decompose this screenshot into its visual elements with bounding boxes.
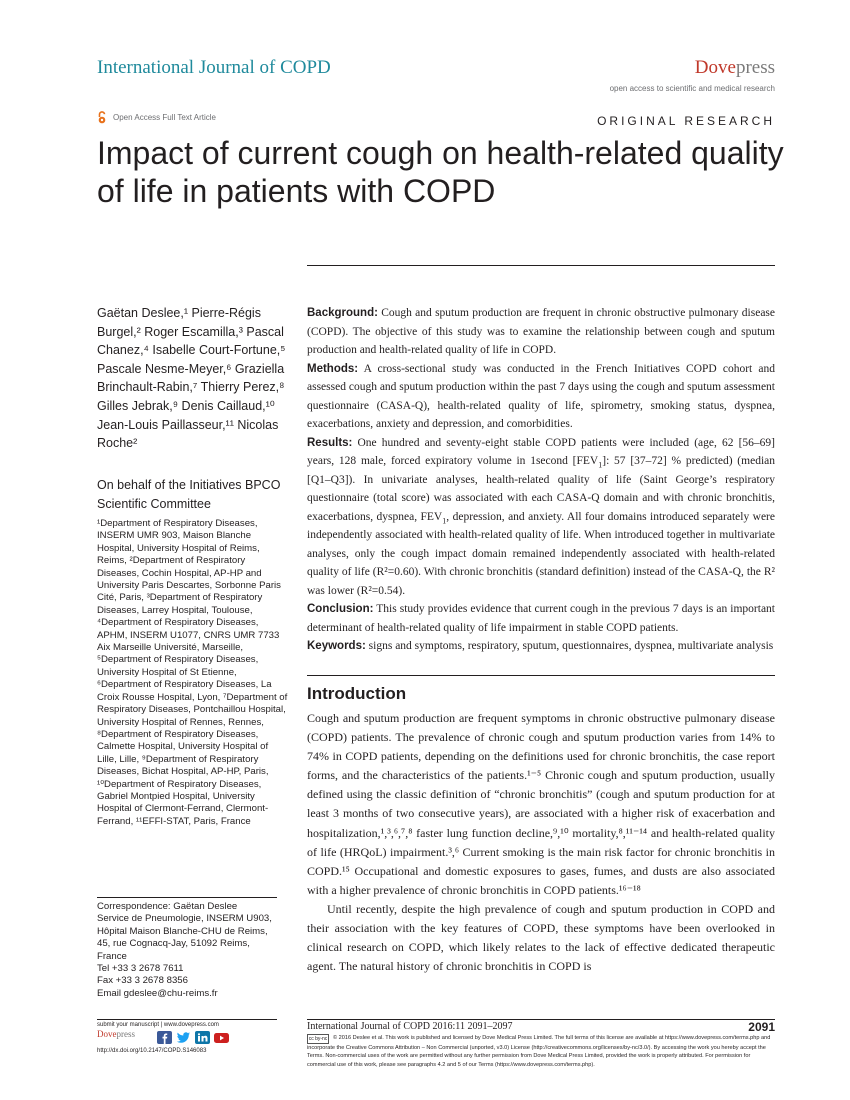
abstract-keywords xyxy=(307,637,775,656)
abstract-results xyxy=(307,434,775,601)
correspondence-email[interactable]: Email gdeslee@chu-reims.fr xyxy=(97,987,218,999)
title-divider xyxy=(307,265,775,266)
open-access-text: Open Access Full Text Article xyxy=(113,113,217,122)
correspondence xyxy=(97,901,289,1000)
footer-divider-right xyxy=(307,1019,775,1020)
doi-link[interactable]: http://dx.doi.org/10.2147/COPD.S146083 xyxy=(97,1048,207,1054)
journal-name: International Journal of COPD xyxy=(97,57,331,78)
facebook-icon[interactable] xyxy=(157,1031,172,1044)
abstract-label: Background: xyxy=(307,307,378,319)
correspondence-line: France xyxy=(97,950,127,962)
citation: International Journal of COPD 2016:11 2091–2097 xyxy=(307,1021,513,1032)
author-list: Gaëtan Deslee,¹ Pierre-Régis Burgel,² Roger Escamilla,³ Pascal Chanez,⁴ Isabelle Court-Fortune,⁵ Pascale Nesme-Meyer,⁶ Graziella Brinchault-Rabin,⁷ Thierry Perez,⁸ Gilles Jebrak,⁹ Denis Caillaud,¹⁰ Jean-Louis Paillasseur,¹¹ Nicolas Roche² xyxy=(97,306,286,451)
correspondence-line: Fax +33 3 2678 8356 xyxy=(97,975,188,987)
affiliations: ¹Department of Respiratory Diseases, INSERM UMR 903, Maison Blanche Hospital, University Hospital of Reims, Reims, ²Department of Respiratory Diseases, Cochin Hospital, AP-HP and University Paris Descartes, Sorbonne Paris Cité, Paris, ³Department of Respiratory Diseases, Larrey Hospital, Toulouse, ⁴Department of Respiratory Diseases, APHM, INSERM U1077, CNRS UMR 7733 Aix Marseille Université, Marseille, ⁵Department of Respiratory Diseases, University Hospital of St Etienne, ⁶Department of Respiratory Diseases, La Croix Rousse Hospital, Lyon, ⁷Department of Respiratory Diseases, Pontchaillou Hospital, University Hospital of Rennes, Rennes, ⁸Department of Respiratory Diseases, Calmette Hospital, University Hospital of Lille, Lille, ⁹Department of Respiratory Diseases, Bichat Hospital, AP-HP, Paris, ¹⁰Department of Respiratory Diseases, Gabriel Montpied Hospital, University Hospital of Clermont-Ferrand, Clermont-Ferrand, ¹¹EFFI-STAT, Paris, France xyxy=(97,518,288,827)
paragraph: Until recently, despite the high prevalence of cough and sputum production in COPD and their association with the key features of COPD, these symptoms have been overlooked in clinical research on COPD, which likely relates to the lack of effective dedicated therapeutic agent. The natural history of chronic bronchitis in COPD is xyxy=(307,901,775,974)
subscript: 1 xyxy=(442,515,447,525)
publisher-logo xyxy=(695,57,775,79)
section-heading: Introduction xyxy=(307,684,407,703)
social-icons xyxy=(157,1031,229,1044)
abstract xyxy=(307,304,775,656)
introduction-body xyxy=(307,709,775,976)
open-access-label xyxy=(97,111,216,124)
abstract-text: This study provides evidence that current cough in the previous 7 days is an important determinant of health-related quality of life impairment in stable COPD patients. xyxy=(307,603,775,634)
abstract-label: Conclusion: xyxy=(307,603,374,615)
linkedin-icon[interactable] xyxy=(195,1031,210,1044)
publisher-tagline: open access to scientific and medical research xyxy=(609,84,775,93)
abstract-label: Results: xyxy=(307,436,353,449)
article-title: Impact of current cough on health-related quality of life in patients with COPD xyxy=(97,135,784,209)
license-block xyxy=(307,1034,775,1069)
correspondence-line: Service de Pneumologie, INSERM U903, xyxy=(97,913,272,925)
correspondence-line: 45, rue Cognacq-Jay, 51092 Reims, xyxy=(97,938,250,950)
abstract-label: Keywords: xyxy=(307,640,366,652)
creative-commons-icon: cc by-nc xyxy=(308,1036,328,1042)
license-text: © 2016 Deslee et al. This work is published and licensed by Dove Medical Press Limited. The full terms of this license are available at https://www.dovepress.com/terms.php and incorporate the Creative Commons Attribution – Non Commercial (unported, v3.0) License (http://creativecommons.org/licenses/by-nc/3.0/). By accessing the work you hereby accept the Terms. Non-commercial uses of the work are permitted without any further permission from Dove Medical Press Limited, provided the work is properly attributed. For permission for commercial use of this work, please see paragraphs 4.2 and 5 of our Terms (https://www.dovepress.com/terms.php). xyxy=(307,1035,771,1068)
article-type: ORIGINAL RESEARCH xyxy=(597,114,775,128)
footer-divider-left xyxy=(97,1019,277,1020)
page-number: 2091 xyxy=(748,1020,775,1034)
abstract-conclusion xyxy=(307,600,775,637)
correspondence-line: Hôpital Maison Blanche-CHU de Reims, xyxy=(97,925,268,937)
abstract-text: A cross-sectional study was conducted in the French Initiatives COPD cohort and assessed cough and sputum production within the past 7 days using the cough and sputum assessment questionnaire (CASA-Q), health-related quality of life, spirometry, smoking status, dyspnea, exacerbations, anxiety and depression, and comorbidities. xyxy=(307,362,775,430)
publisher-logo-press: press xyxy=(735,57,775,78)
footer-dove-logo-press: press xyxy=(116,1029,135,1039)
subscript: 1 xyxy=(598,460,603,470)
footer-dove-logo-dove: Dove xyxy=(97,1029,117,1039)
abstract-text: Cough and sputum production are frequent in chronic obstructive pulmonary disease (COPD). The objective of this study was to examine the relationship between cough and sputum production and health-related quality of life in COPD. xyxy=(307,307,776,356)
open-access-lock-icon xyxy=(97,111,107,124)
abstract-divider xyxy=(307,675,775,676)
correspondence-divider xyxy=(97,897,277,898)
correspondence-line: Correspondence: Gaëtan Deslee xyxy=(97,901,238,912)
abstract-background xyxy=(307,304,775,360)
abstract-methods xyxy=(307,360,775,434)
on-behalf-of: On behalf of the Initiatives BPCO Scientific Committee xyxy=(97,478,281,511)
abstract-text: ]: 57 [37–72] % predicted) (median [Q1–Q3]). In univariate analyses, health-related quality of life (Saint George’s respiratory questionnaire (total score) was associated with each CASA-Q domain and with chronic bronchitis, exacerbations, dyspnea, FEV xyxy=(307,455,775,523)
twitter-icon[interactable] xyxy=(176,1031,191,1044)
abstract-text: , depression, and anxiety. All four domains introduced separately were independently associated with health-related quality of life. When introduced together in multivariate analyses, only the cough impact domain remained independently associated with health-related quality of life (R²=0.60). With chronic bronchitis (standard definition) instead of the CASA-Q, the R² was lower (R²=0.54). xyxy=(307,510,775,597)
publisher-logo-dove: Dove xyxy=(694,57,736,78)
submit-link[interactable]: submit your manuscript | www.dovepress.com xyxy=(97,1022,219,1028)
abstract-text: signs and symptoms, respiratory, sputum, questionnaires, dyspnea, multivariate analysis xyxy=(368,640,774,652)
abstract-text: One hundred and seventy-eight stable COPD patients were included (age, 62 [56–69] years, 128 male, forced expiratory volume in 1second [FEV xyxy=(307,436,776,467)
abstract-label: Methods: xyxy=(307,362,359,375)
correspondence-line: Tel +33 3 2678 7611 xyxy=(97,963,184,975)
paragraph: Cough and sputum production are frequent symptoms in chronic obstructive pulmonary disease (COPD) patients. The prevalence of chronic cough and sputum production varies from 14% to 74% in COPD patients, depending on the definitions used for chronic bronchitis, the case report forms, and the characteristics of the patients.¹⁻⁵ Chronic cough and sputum production, usually defined using the classic definition of “chronic bronchitis” (cough and sputum production for at least 3 months of two consecutive years), are associated with a higher risk of exacerbation and hospitalization,¹,³,⁶,⁷,⁸ faster lung function decline,⁹,¹⁰ mortality,⁸,¹¹⁻¹⁴ and health-related quality of life (HRQoL) impairment.³,⁶ Current smoking is the main risk factor for chronic bronchitis in COPD.¹⁵ Occupational and domestic exposures to gases, fumes, and dusts are also associated with a higher prevalence of chronic bronchitis in COPD patients.¹⁶⁻¹⁸ xyxy=(307,711,775,897)
youtube-icon[interactable] xyxy=(214,1031,229,1044)
